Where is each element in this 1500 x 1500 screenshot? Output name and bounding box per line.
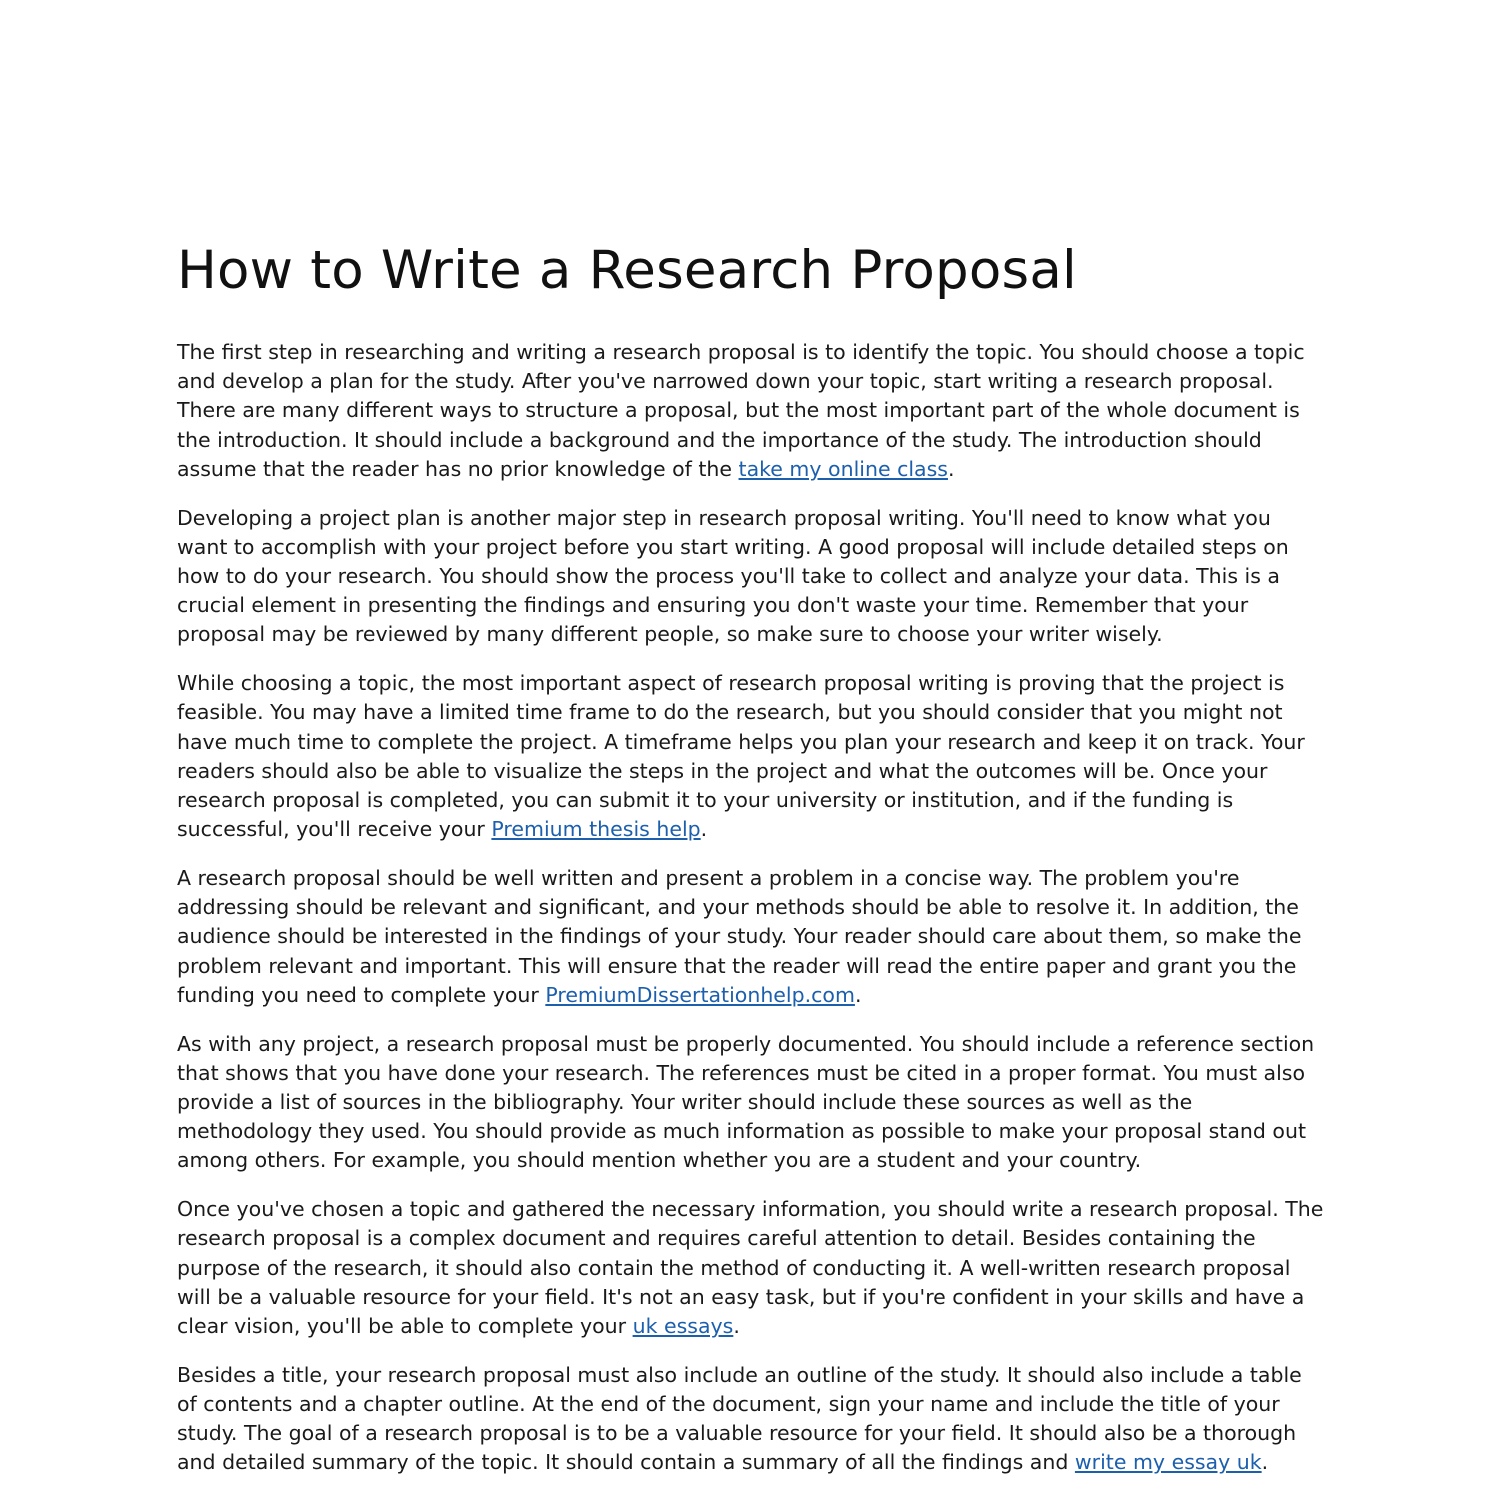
paragraph-text: Once you've chosen a topic and gathered the necessary information, you should write a research proposal. The research proposal is a complex document and requires careful attention to detail. Besides containing the purpose of the research, it should also contain the method of conducting it. A well-written research proposal will be a valuable resource for your field. It's not an easy task, but if you're confident in your skills and have a clear vision, you'll be able to complete your [177, 1197, 1324, 1339]
document-page [177, 238, 1327, 1497]
paragraph-7 [177, 1361, 1327, 1478]
paragraph-end: . [700, 817, 708, 842]
link-write-my-essay-uk[interactable]: write my essay uk [1074, 1450, 1262, 1475]
paragraph-1 [177, 338, 1327, 484]
paragraph-text: A research proposal should be well written and present a problem in a concise way. The problem you're addressing should be relevant and significant, and your methods should be able to resolve it. In addition, the audience should be interested in the findings of your study. Your reader should care about them, so make the problem relevant and important. This will ensure that the reader will read the entire paper and grant you the funding you need to complete your [177, 866, 1302, 1007]
paragraph-text: Developing a project plan is another major step in research proposal writing. You'll need to know what you want to accomplish with your project before you start writing. A good proposal will include detailed steps on how to do your research. You should show the process you'll take to collect and analyze your data. This is a crucial element in presenting the findings and ensuring you don't waste your time. Remember that your proposal may be reviewed by many different people, so make sure to choose your writer wisely. [177, 505, 1289, 647]
link-premium-dissertation-help[interactable]: PremiumDissertationhelp.com [545, 982, 855, 1007]
paragraph-4 [177, 864, 1327, 1010]
paragraph-text: The first step in researching and writing a research proposal is to identify the topic. You should choose a topic and develop a plan for the study. After you've narrowed down your topic, start writing a research proposal. There are many different ways to structure a proposal, but the most important part of the whole document is the introduction. It should include a background and the importance of the study. The introduction should assume that the reader has no prior knowledge of the [177, 340, 1305, 481]
paragraph-end: . [1261, 1450, 1269, 1475]
paragraph-text: As with any project, a research proposal must be properly documented. You should include a reference section that shows that you have done your research. The references must be cited in a proper format. You must also provide a list of sources in the bibliography. Your writer should include these sources as well as the methodology they used. You should provide as much information as possible to make your proposal stand out among others. For example, you should mention whether you are a student and your country. [177, 1031, 1315, 1173]
paragraph-6 [177, 1195, 1327, 1341]
paragraph-text: While choosing a topic, the most important aspect of research proposal writing is proving that the project is feasible. You may have a limited time frame to do the research, but you should consider that you might not have much time to complete the project. A timeframe helps you plan your research and keep it on track. Your readers should also be able to visualize the steps in the project and what the outcomes will be. Once your research proposal is completed, you can submit it to your university or institution, and if the funding is successful, you'll receive your [177, 671, 1305, 842]
paragraph-2 [177, 504, 1327, 650]
paragraph-end: . [947, 456, 955, 481]
page-title: How to Write a Research Proposal [177, 240, 1077, 301]
link-take-my-online-class[interactable]: take my online class [738, 456, 948, 481]
paragraph-end: . [733, 1314, 740, 1339]
link-uk-essays[interactable]: uk essays [632, 1314, 734, 1339]
paragraph-5 [177, 1030, 1327, 1176]
paragraph-end: . [854, 982, 862, 1007]
link-premium-thesis-help[interactable]: Premium thesis help [491, 817, 701, 842]
paragraph-3 [177, 669, 1327, 844]
paragraph-text: Besides a title, your research proposal must also include an outline of the study. It should also include a table of contents and a chapter outline. At the end of the document, sign your name and include the title of your study. The goal of a research proposal is to be a valuable resource for your field. It should also be a thorough and detailed summary of the topic. It should contain a summary of all the findings and [177, 1362, 1302, 1475]
